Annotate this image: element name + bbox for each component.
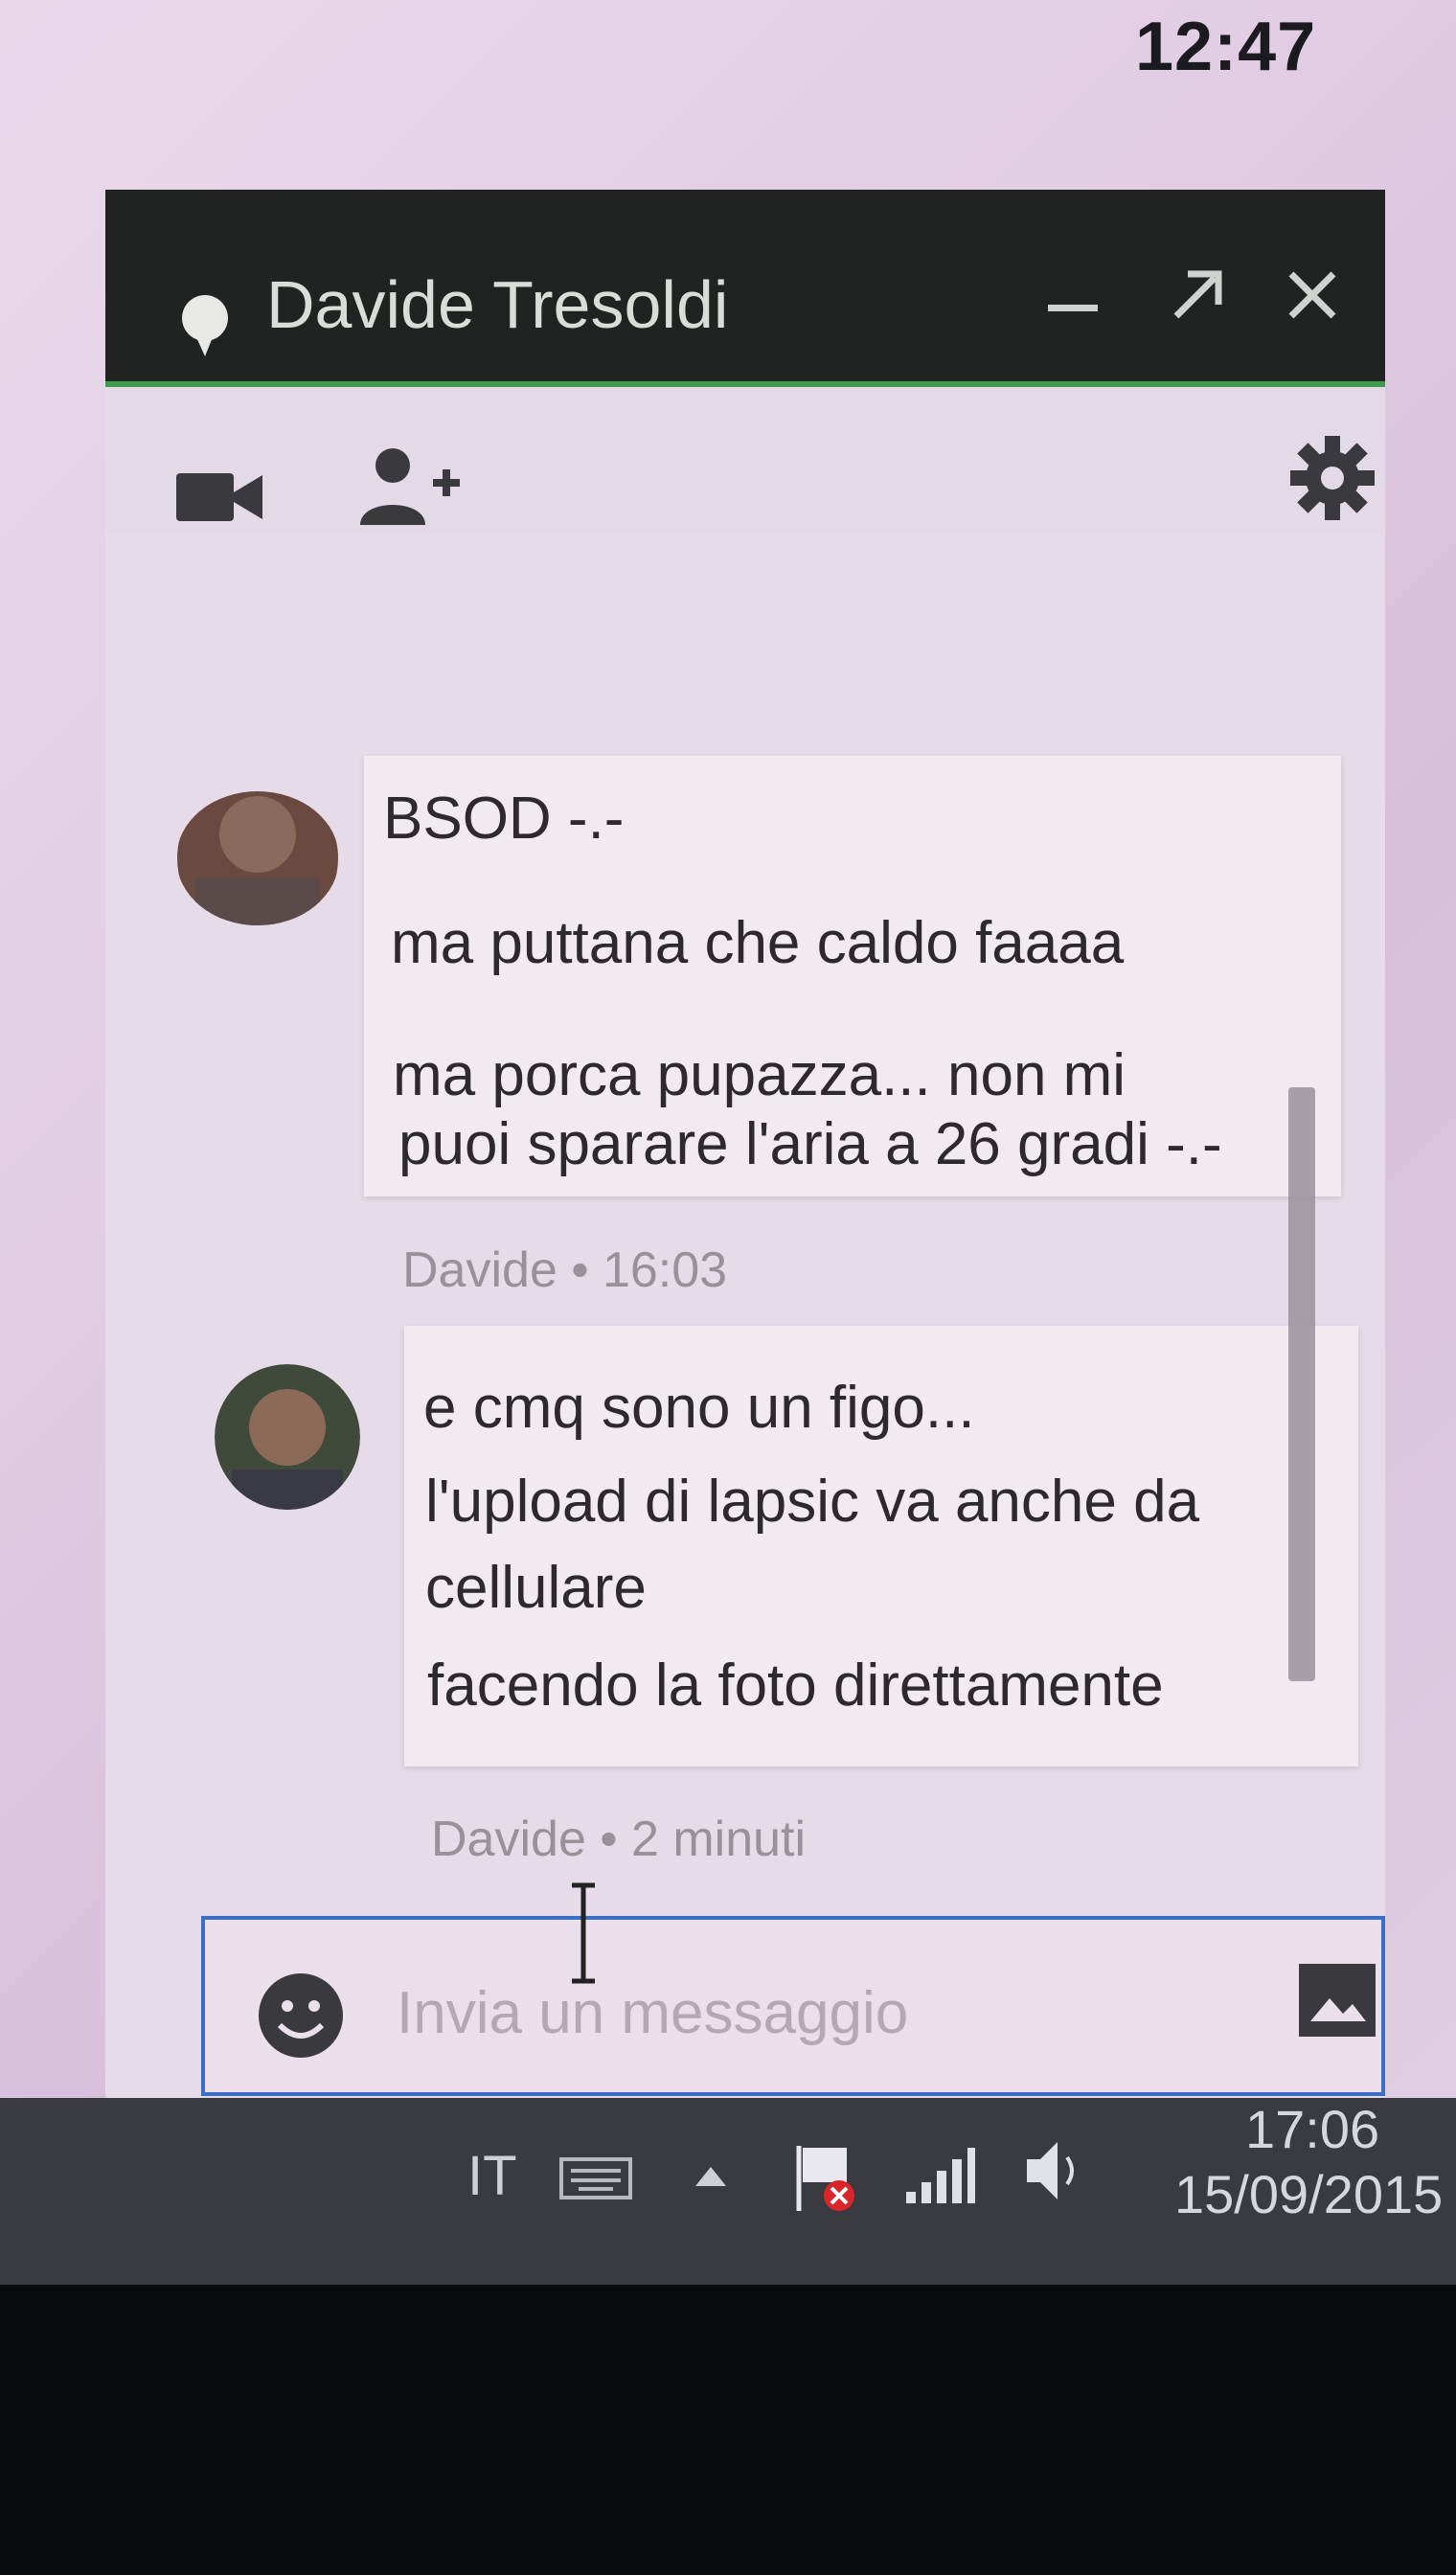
contact-avatar [215,1364,360,1510]
chat-scrollbar[interactable] [1288,1087,1315,1681]
system-clock[interactable]: 17:06 [1245,2099,1380,2159]
send-image-button[interactable] [1297,1962,1377,2043]
message-text: BSOD -.- [383,786,625,852]
emoji-button[interactable] [255,1970,347,2066]
message-text: cellulare [425,1555,647,1621]
chevron-up-icon [692,2161,730,2190]
message-text: ma puttana che caldo faaaa [391,910,1125,976]
keyboard-button[interactable] [559,2157,632,2204]
message-composer [201,1916,1385,2096]
chat-titlebar[interactable] [105,190,1385,387]
system-date[interactable]: 15/09/2015 [1174,2164,1444,2224]
message-text: l'upload di lapsic va anche da [425,1469,1200,1535]
action-center-button[interactable] [791,2140,858,2222]
gear-icon [1289,435,1376,521]
message-bubble [364,756,1341,1196]
language-indicator[interactable]: IT [467,2145,517,2207]
keyboard-icon [559,2157,632,2199]
chat-toolbar [105,387,1385,531]
add-person-icon [356,444,462,531]
signal-bars-icon [904,2144,977,2205]
minimize-button[interactable] [1035,257,1111,333]
show-hidden-icons-button[interactable] [692,2161,730,2195]
add-people-button[interactable] [356,444,462,536]
popout-arrow-icon [1159,257,1236,333]
message-meta: Davide • 16:03 [402,1242,728,1298]
volume-button[interactable] [1023,2134,1086,2212]
contact-avatar [176,791,339,925]
image-icon [1297,1962,1377,2039]
message-meta: Davide • 2 minuti [431,1812,807,1867]
hangouts-bubble-icon [174,289,236,371]
flag-error-icon [791,2140,858,2217]
smiley-icon [255,1970,347,2062]
hangout-chat-window [105,190,1385,2100]
message-input[interactable] [395,1973,1165,2052]
settings-button[interactable] [1289,435,1376,526]
message-list[interactable] [105,531,1385,2063]
message-text: puoi sparare l'aria a 26 gradi -.- [398,1111,1222,1177]
video-call-button[interactable] [172,464,268,536]
minimize-icon [1035,257,1111,333]
phone-clock: 12:47 [1135,9,1317,85]
video-camera-icon [172,464,268,531]
contact-name: Davide Tresoldi [266,267,729,342]
speaker-icon [1023,2134,1086,2207]
network-button[interactable] [904,2144,977,2210]
popout-button[interactable] [1159,257,1236,333]
message-bubble [404,1326,1358,1766]
message-text: ma porca pupazza... non mi [393,1042,1126,1108]
close-button[interactable] [1274,257,1351,333]
text-cursor-icon [564,1881,603,1992]
close-icon [1274,257,1351,333]
message-text: e cmq sono un figo... [423,1375,975,1441]
message-text: facendo la foto direttamente [427,1652,1164,1719]
